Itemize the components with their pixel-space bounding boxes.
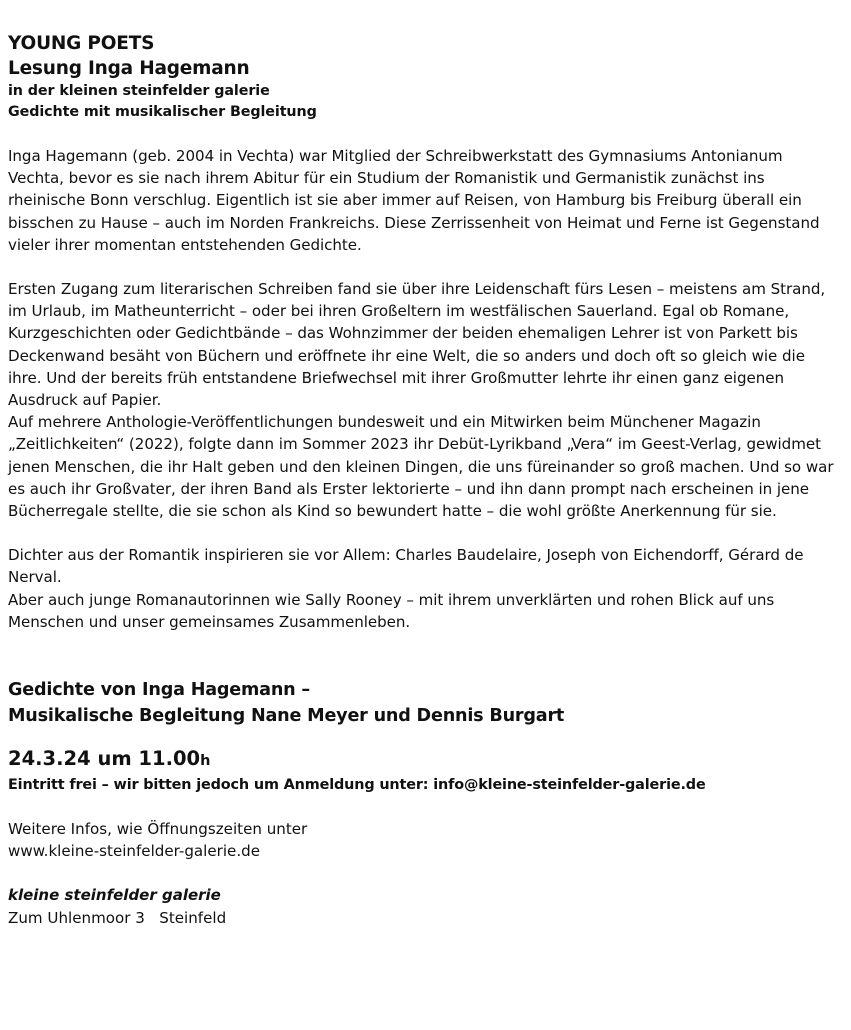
entry-note: Eintritt frei – wir bitten jedoch um Anmeldung unter: info@kleine-steinfelder-galerie.de [8,777,706,794]
bio-paragraph-3: Auf mehrere Anthologie-Veröffentlichungen bundesweit und ein Mitwirken beim Münchener Magazin „Zeitlichkeiten“ (2022), folgte dann im Sommer 2023 ihr Debüt-Lyrikband „Vera“ im Geest-Verlag, gewidmet jenen Menschen, die ihr Halt geben und den kleinen Dingen, die uns füreinander so groß machen. Und so war es auch ihr Großvater, der ihren Band als Erster lektorierte – und ihn dann prompt nach erscheinen in jene Bücherregale stellte, die sie schon als Kind so bewundert hatte – die wohl größte Anerkennung für sie. [8,413,834,521]
flyer-page [8,31,838,929]
info-line-1: Weitere Infos, wie Öffnungszeiten unter [8,820,308,839]
website-link[interactable]: www.kleine-steinfelder-galerie.de [8,842,260,861]
spacer [8,633,838,678]
gallery-name: kleine steinfelder galerie [8,886,221,905]
event-headline-1: Gedichte von Inga Hagemann – [8,680,310,701]
venue-line: in der kleinen steinfelder galerie [8,83,270,99]
spacer [8,256,838,278]
bio-paragraph-4: Dichter aus der Romantik inspirieren sie vor Allem: Charles Baudelaire, Joseph von Eichendorff, Gérard de Nerval. [8,546,804,587]
event-date-text: 24.3.24 um 11.00 [8,747,201,771]
series-title: YOUNG POETS [8,33,155,54]
bio-paragraph-2: Ersten Zugang zum literarischen Schreiben fand sie über ihre Leidenschaft fürs Lesen – meistens am Strand, im Urlaub, im Matheunterricht – oder bei ihren Großeltern im westfälischen Sauerland. Egal ob Romane, Kurzgeschichten oder Gedichtbände – das Wohnzimmer der beiden ehemaligen Lehrer ist von Parkett bis Deckenwand besäht von Büchern und eröffnete ihr eine Welt, die so anders und doch oft so gleich wie die ihre. Und der bereits früh entstandene Briefwechsel mit ihrer Großmutter lehrte ihr einen ganz eigenen Ausdruck auf Papier. [8,280,826,410]
event-headline-2: Musikalische Begleitung Nane Meyer und Dennis Burgart [8,705,565,726]
reading-title: Lesung Inga Hagemann [8,58,250,79]
spacer [8,796,838,818]
spacer [8,522,838,544]
bio-paragraph-1: Inga Hagemann (geb. 2004 in Vechta) war Mitglied der Schreibwerkstatt des Gymnasiums Antonianum Vechta, bevor es sie nach ihrem Abitur für ein Studium der Romanistik und Germanistik zunächst ins rheinische Bonn verschlug. Eigentlich ist sie aber immer auf Reisen, von Hamburg bis Freiburg überall ein bisschen zu Hause – auch im Norden Frankreichs. Diese Zerrissenheit von Heimat und Ferne ist Gegenstand vieler ihrer momentan entstehenden Gedichte. [8,147,820,254]
spacer [8,862,838,884]
event-date [8,745,838,775]
bio-paragraph-5: Aber auch junge Romanautorinnen wie Sally Rooney – mit ihrem unverklärten und rohen Blick auf uns Menschen und unser gemeinsames Zusammenleben. [8,590,775,631]
spacer [8,123,838,145]
reading-subtitle: Gedichte mit musikalischer Begleitung [8,104,317,120]
gallery-address: Zum Uhlenmoor 3 Steinfeld [8,908,227,927]
event-date-suffix: h [200,753,211,770]
